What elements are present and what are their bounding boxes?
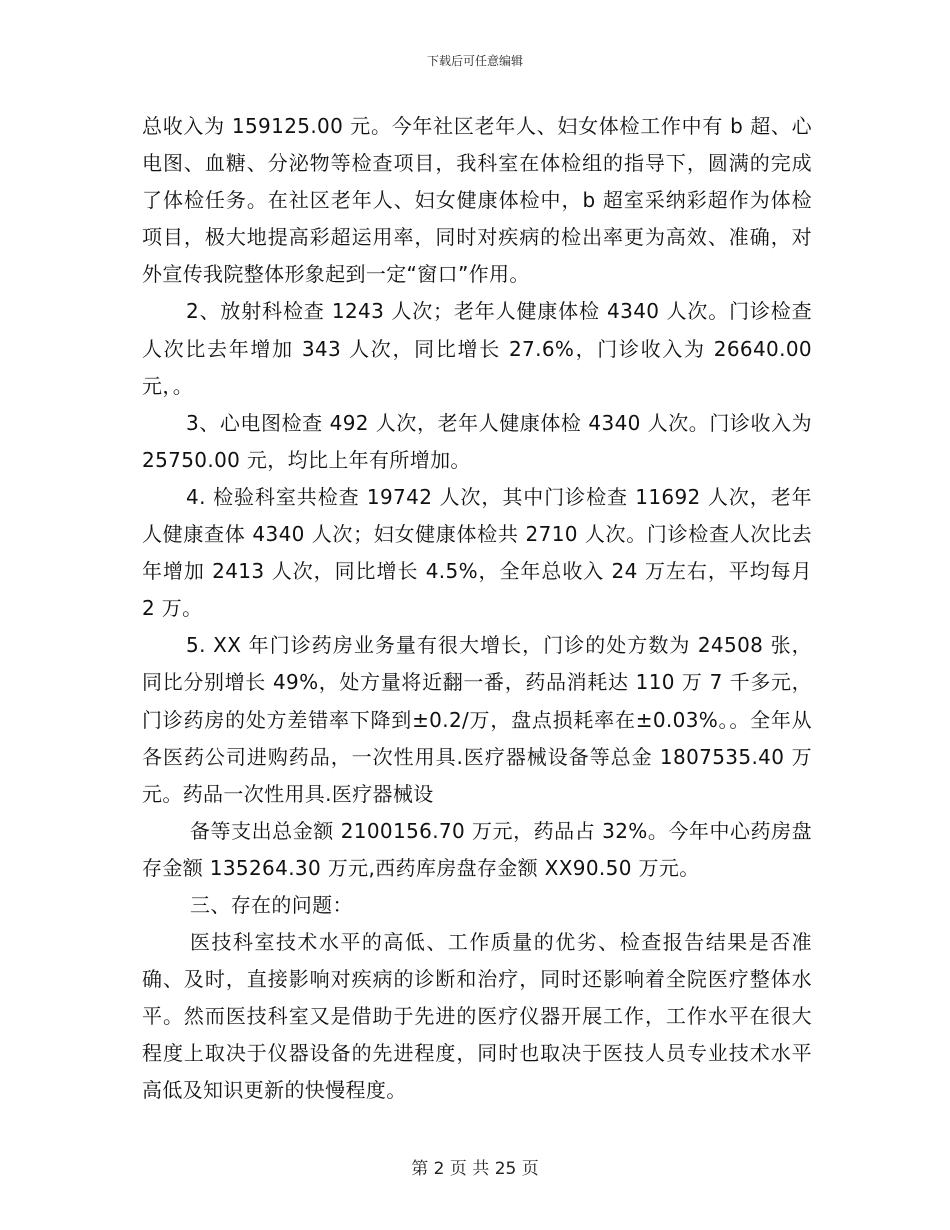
paragraph-income-summary: 总收入为 159125.00 元。今年社区老年人、妇女体检工作中有 b 超、心电图、血糖、分泌物等检查项目，我科室在体检组的指导下，圆满的完成了体检任务。在社区老年人、妇女健康体检中，b 超室采纳彩超作为体检项目，极大地提高彩超运用率，同时对疾病的检出率更为高效、准确，对外宣传我院整体形象起到一定“窗口”作用。 <box>142 114 812 287</box>
paragraph-pharmacy-continued: 备等支出总金额 2100156.70 万元，药品占 32%。今年中心药房盘存金额 135264.30 万元,西药库房盘存金额 XX90.50 万元。 <box>142 818 812 880</box>
section-heading-problems: 三、存在的问题： <box>190 892 353 917</box>
page-header-note: 下载后可任意编辑 <box>426 54 523 68</box>
document-body <box>142 108 812 1110</box>
paragraph-laboratory: 4. 检验科室共检查 19742 人次，其中门诊检查 11692 人次，老年人健康查体 4340 人次；妇女健康体检共 2710 人次。门诊检查人次比去年增加 2413 人次，同比增长 4.5%，全年总收入 24 万左右，平均每月 2 万。 <box>142 484 812 621</box>
page-number: 第 2 页 共 25 页 <box>411 1159 539 1179</box>
paragraph-ecg: 3、心电图检查 492 人次，老年人健康体检 4340 人次。门诊收入为 25750.00 元，均比上年有所增加。 <box>142 410 812 472</box>
paragraph-problems: 医技科室技术水平的高低、工作质量的优劣、检查报告结果是否准确、及时，直接影响对疾病的诊断和治疗，同时还影响着全院医疗整体水平。然而医技科室又是借助于先进的医疗仪器开展工作，工作水平在很大程度上取决于仪器设备的先进程度，同时也取决于医技人员专业技术水平高低及知识更新的快慢程度。 <box>142 930 812 1103</box>
paragraph-radiology: 2、放射科检查 1243 人次；老年人健康体检 4340 人次。门诊检查人次比去年增加 343 人次，同比增长 27.6%，门诊收入为 26640.00 元，。 <box>142 299 812 398</box>
paragraph-pharmacy: 5. XX 年门诊药房业务量有很大增长，门诊的处方数为 24508 张，同比分别增长 49%，处方量将近翻一番，药品消耗达 110 万 7 千多元，门诊药房的处方差错率下降到±0.2/万，盘点损耗率在±0.03%。。全年从各医药公司进购药品，一次性用具.医疗器械设备等总金 1807535.40 万元。药品一次性用具.医疗器械设 <box>142 633 812 806</box>
